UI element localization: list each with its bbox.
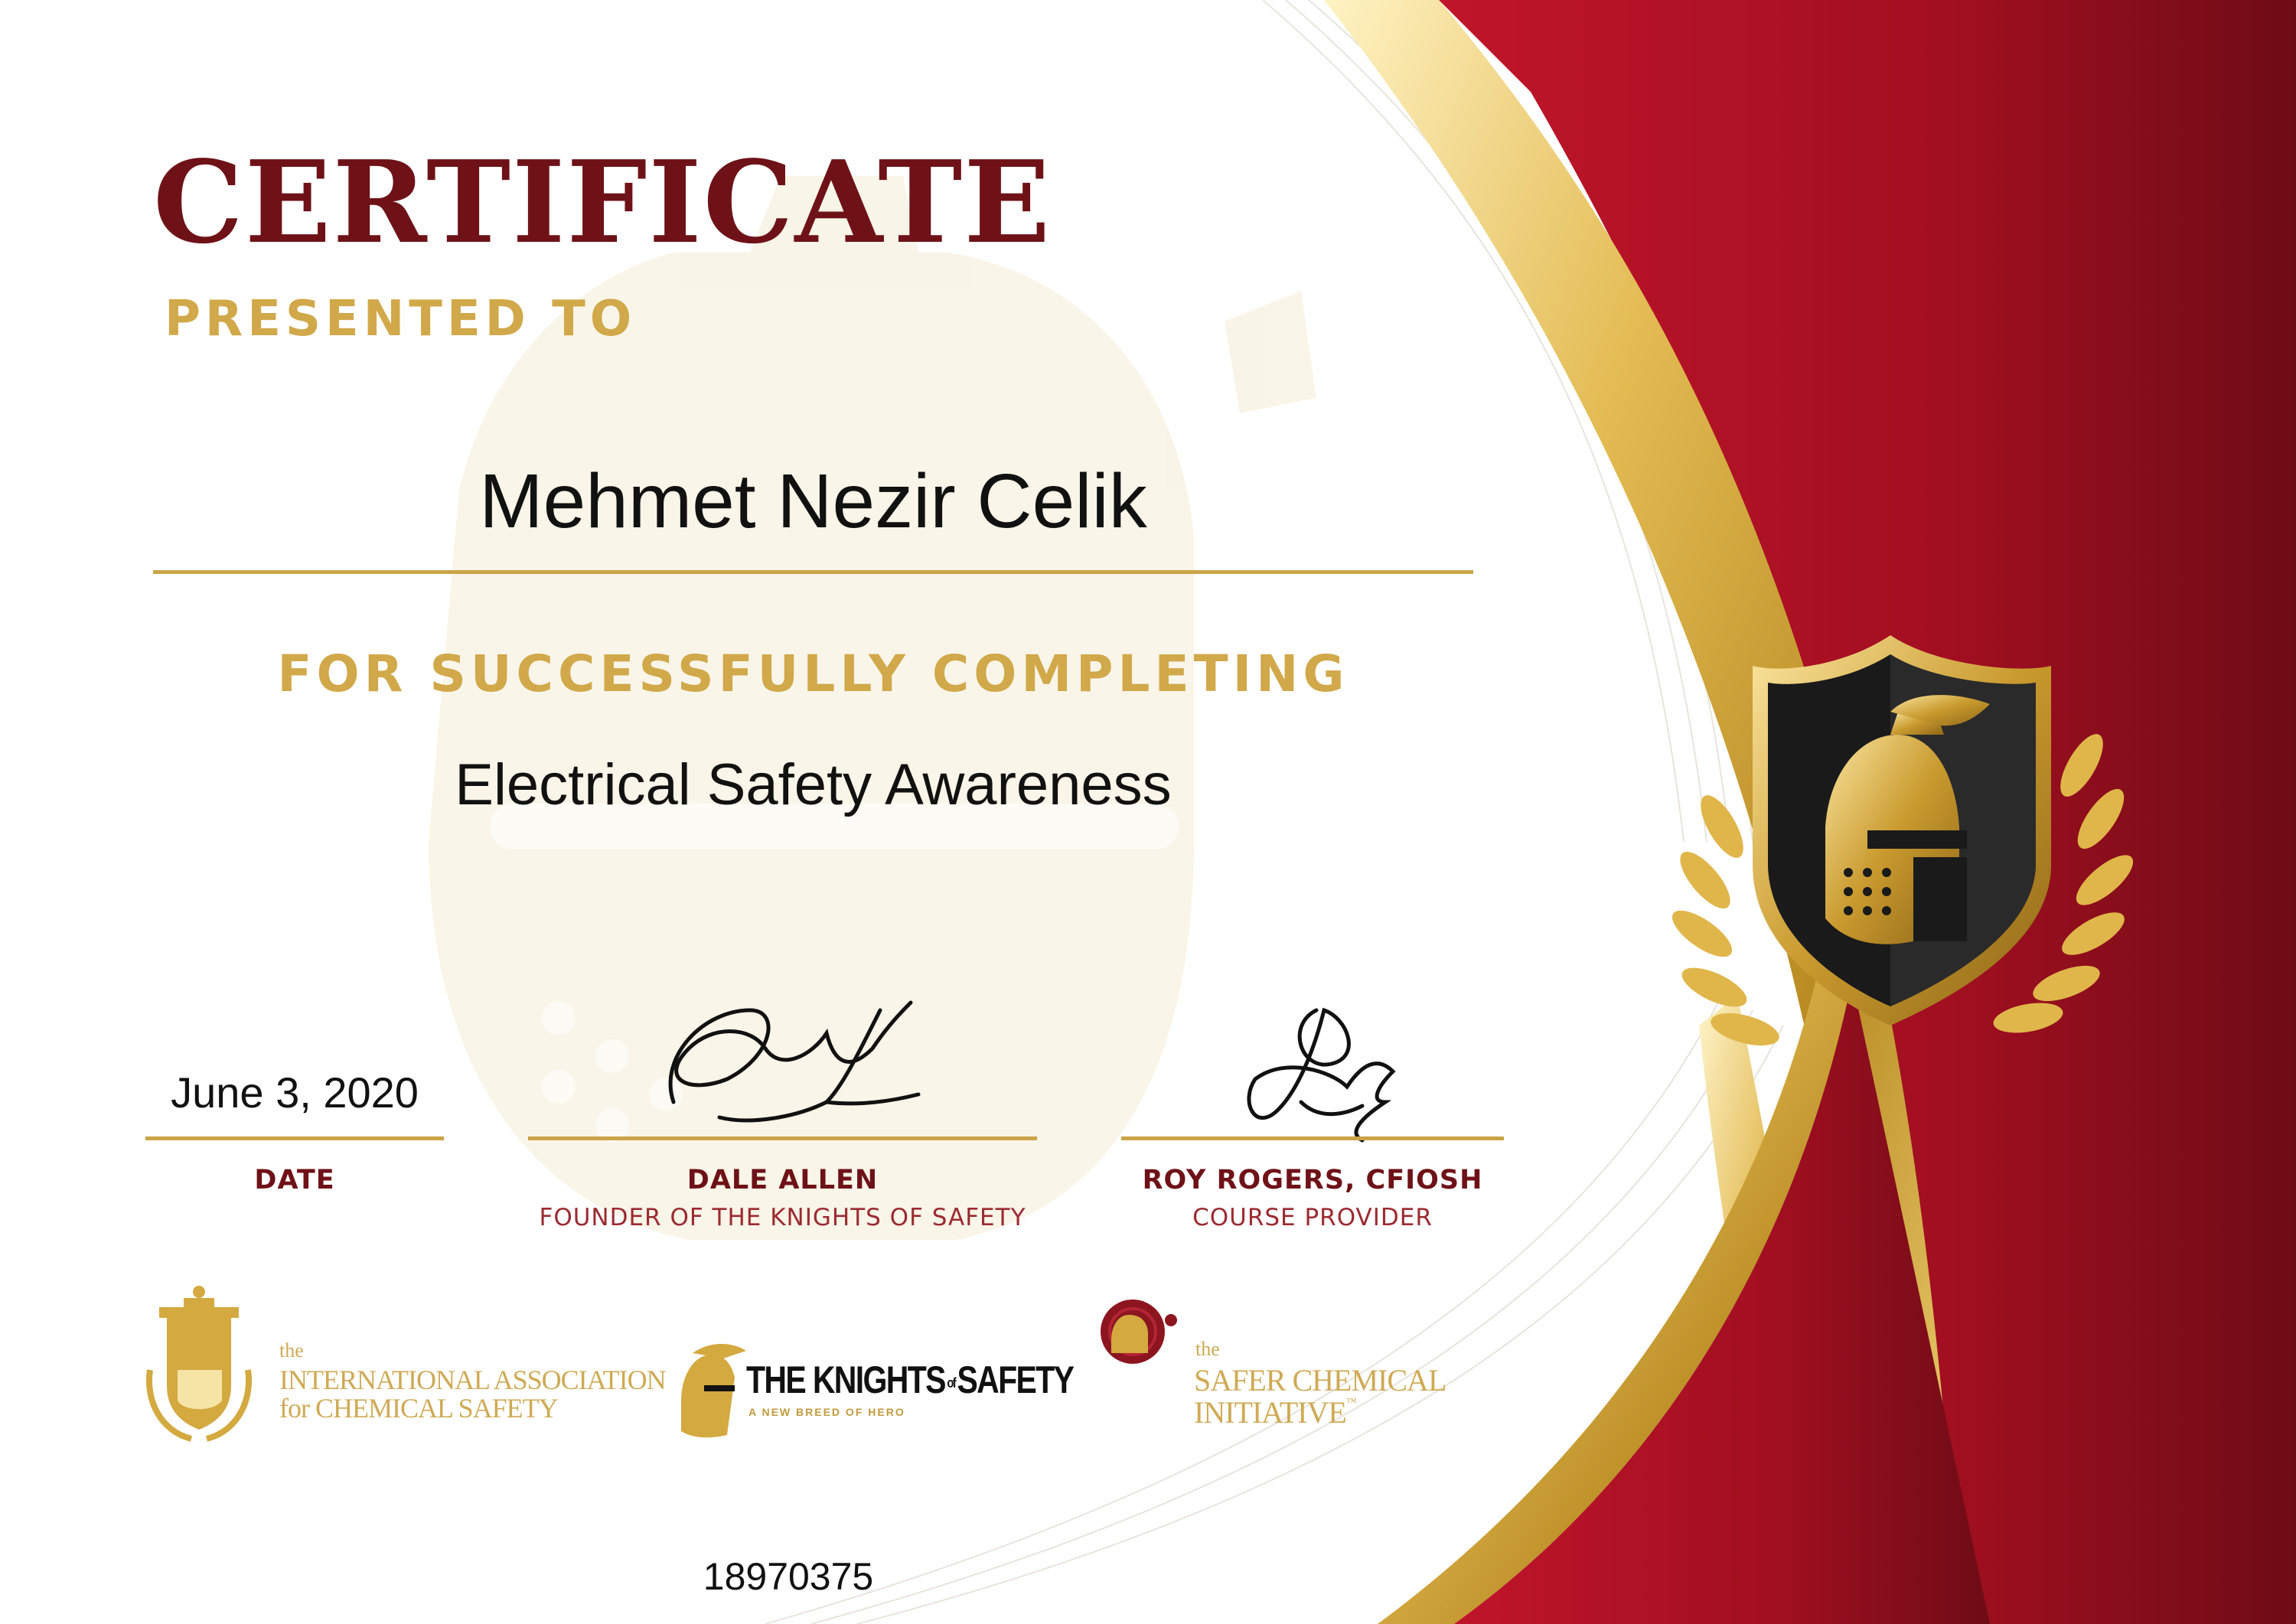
iacs-line1: INTERNATIONAL ASSOCIATION	[279, 1365, 666, 1395]
sci-line2	[1194, 1397, 1356, 1428]
signer1-name: DALE ALLEN	[687, 1165, 879, 1195]
sci-line2-text: INITIATIVE	[1194, 1395, 1346, 1430]
sci-seal-logo-icon	[1101, 1300, 1177, 1364]
recipient-name: Mehmet Nezir Celik	[479, 458, 1147, 544]
kos-helmet-logo-icon	[681, 1344, 746, 1437]
certificate-title: CERTIFICATE	[153, 135, 1052, 269]
sci-the: the	[1195, 1338, 1220, 1360]
course-name: Electrical Safety Awareness	[455, 752, 1172, 817]
date-value: June 3, 2020	[171, 1068, 419, 1117]
iacs-logo-icon	[149, 1286, 249, 1439]
iacs-line2: for CHEMICAL SAFETY	[279, 1393, 558, 1423]
presented-to-label: PRESENTED TO	[165, 291, 637, 347]
iacs-the: the	[279, 1339, 304, 1361]
kos-line1	[746, 1358, 1074, 1401]
signer2-name: ROY ROGERS, CFIOSH	[1142, 1165, 1483, 1195]
signer2-line	[1121, 1136, 1504, 1140]
signature-roy-rogers	[1249, 1010, 1393, 1140]
signer1-line	[528, 1136, 1037, 1140]
date-label: DATE	[254, 1165, 335, 1195]
kos-tagline: A NEW BREED OF HERO	[748, 1406, 905, 1418]
sci-trademark: ™	[1345, 1397, 1356, 1408]
sci-line1: SAFER CHEMICAL	[1194, 1363, 1446, 1397]
completing-label: FOR SUCCESSFULLY COMPLETING	[277, 644, 1349, 703]
signer1-title: FOUNDER OF THE KNIGHTS OF SAFETY	[539, 1204, 1026, 1231]
serial-number: 18970375	[703, 1555, 874, 1598]
signer2-title: COURSE PROVIDER	[1192, 1204, 1433, 1231]
kos-name-part1: THE KNIGHTS	[746, 1358, 945, 1401]
kos-of: of	[947, 1375, 955, 1391]
recipient-underline	[153, 570, 1473, 574]
kos-name-part2: SAFETY	[957, 1358, 1074, 1401]
date-line	[145, 1136, 444, 1140]
